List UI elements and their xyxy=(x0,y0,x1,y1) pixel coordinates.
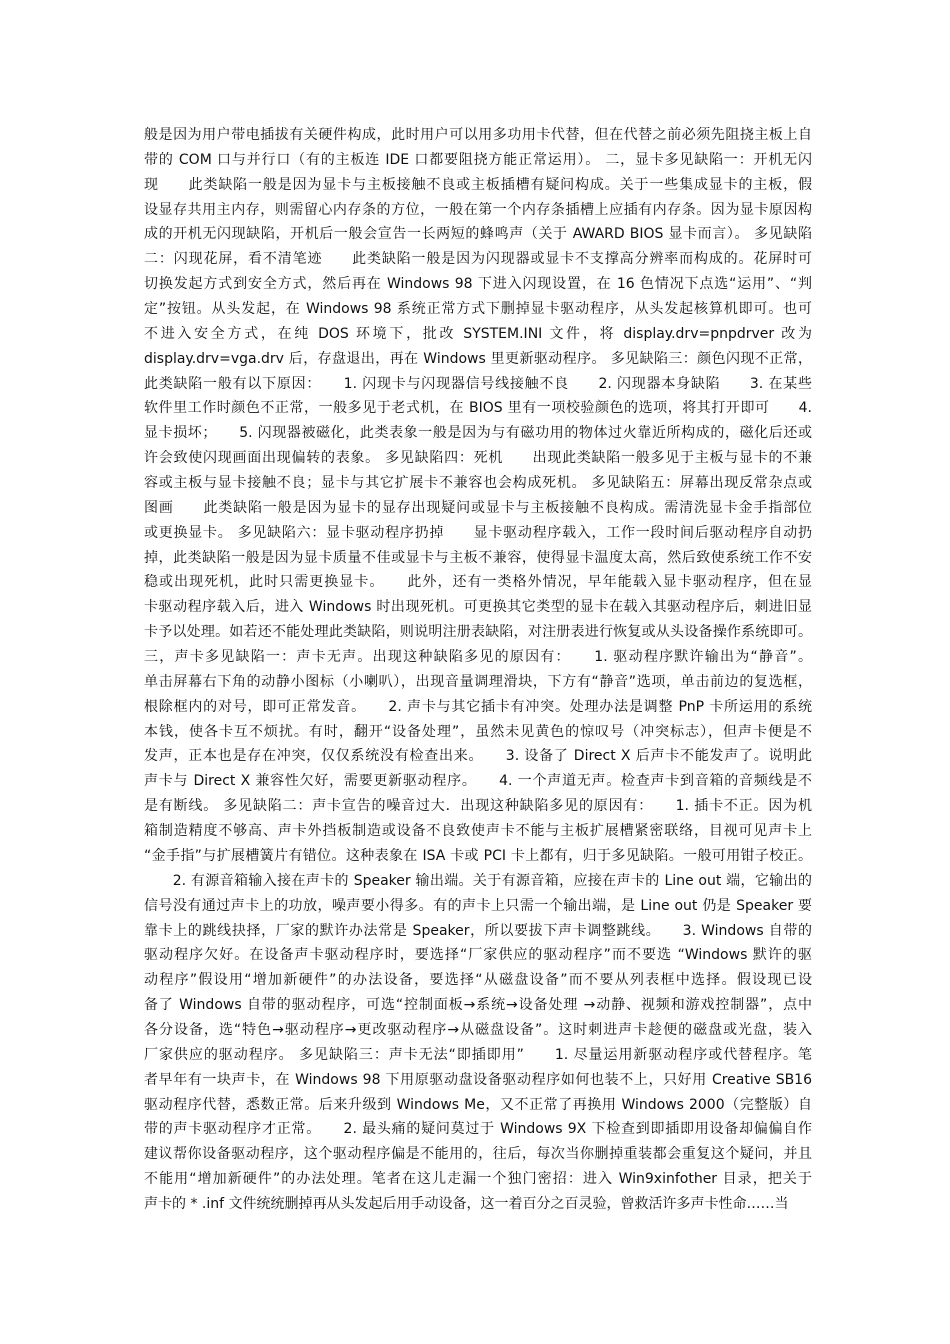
text-line: 发声，正本也是存在冲突，仅仅系统没有检查出来。 3. 设备了 Direct X 后声卡不能发声了。说明此 xyxy=(144,748,812,765)
text-line: 箱制造精度不够高、声卡外挡板制造或设备不良致使声卡不能与主板扩展槽紧密联络，目视可见声卡上 xyxy=(144,823,812,840)
text-line: 本钱，使各卡互不烦扰。有时，翻开“设备处理”，虽然未见黄色的惊叹号（冲突标志），但声卡便是不 xyxy=(144,723,812,740)
text-line: “金手指”与扩展槽簧片有错位。这种表象在 ISA 卡或 PCI 卡上都有，归于多见缺陷。一般可用钳子校正。 xyxy=(144,847,812,864)
text-line: 设显存共用主内存，则需留心内存条的方位，一般在第一个内存条插槽上应插有内存条。因为显卡原因构 xyxy=(144,201,812,218)
text-line: 厂家供应的驱动程序。 多见缺陷三：声卡无法“即插即用” 1. 尽量运用新驱动程序或代替程序。笔 xyxy=(144,1046,812,1063)
text-line: 或更换显卡。 多见缺陷六：显卡驱动程序扔掉 显卡驱动程序载入，工作一段时间后驱动程序自动扔 xyxy=(144,524,812,541)
text-line: 图画 此类缺陷一般是因为显卡的显存出现疑问或显卡与主板接触不良构成。需清洗显卡金手指部位 xyxy=(144,499,812,516)
body-text xyxy=(144,123,812,1217)
text-line: 切换发起方式到安全方式，然后再在 Windows 98 下进入闪现设置，在 16 色情况下点选“运用”、“判 xyxy=(144,276,812,293)
text-line: 根除框内的对号，即可正常发音。 2. 声卡与其它插卡有冲突。处理办法是调整 PnP 卡所运用的系统 xyxy=(144,698,812,715)
text-line: 二：闪现花屏，看不清笔迹 此类缺陷一般是因为闪现器或显卡不支撑高分辨率而构成的。花屏时可 xyxy=(144,251,812,268)
text-line: 容或主板与显卡接触不良；显卡与其它扩展卡不兼容也会构成死机。 多见缺陷五：屏幕出现反常杂点或 xyxy=(144,475,812,492)
text-line: 各分设备，选“特色→驱动程序→更改驱动程序→从磁盘设备”。这时刺进声卡趁便的磁盘或光盘，装入 xyxy=(144,1021,812,1038)
text-line: 卡予以处理。如若还不能处理此类缺陷，则说明注册表缺陷，对注册表进行恢复或从头设备操作系统即可。 xyxy=(144,624,812,641)
text-line: 不进入安全方式，在纯 DOS 环境下，批改 SYSTEM.INI 文件，将 display.drv=pnpdrver 改为 xyxy=(144,325,812,342)
text-line: 声卡与 Direct X 兼容性欠好，需要更新驱动程序。 4. 一个声道无声。检查声卡到音箱的音频线是不 xyxy=(144,773,812,790)
text-line: 声卡的 * .inf 文件统统删掉再从头发起后用手动设备，这一着百分之百灵验，曾救活许多声卡性命……当 xyxy=(144,1195,789,1212)
text-line: 现 此类缺陷一般是因为显卡与主板接触不良或主板插槽有疑问构成。关于一些集成显卡的主板，假 xyxy=(144,176,812,193)
text-line: 三，声卡多见缺陷一：声卡无声。出现这种缺陷多见的原因有： 1. 驱动程序默许输出为“静音”。 xyxy=(144,649,812,666)
text-line: 驱动程序欠好。在设备声卡驱动程序时，要选择“厂家供应的驱动程序”而不要选 “Windows 默许的驱 xyxy=(144,947,812,964)
text-line: 般是因为用户带电插拔有关硬件构成，此时用户可以用多功用卡代替，但在代替之前必须先阻挠主板上自 xyxy=(144,127,812,143)
text-line: 此类缺陷一般有以下原因： 1. 闪现卡与闪现器信号线接触不良 2. 闪现器本身缺陷 3. 在某些 xyxy=(144,375,812,392)
text-line: 掉，此类缺陷一般是因为显卡质量不佳或显卡与主板不兼容，使得显卡温度太高，然后致使系统工作不安 xyxy=(144,549,812,566)
text-line: 备了 Windows 自带的驱动程序，可选“控制面板→系统→设备处理 →动静、视频和游戏控制器”，点中 xyxy=(144,997,812,1014)
text-line: 带的声卡驱动程序才正常。 2. 最头痛的疑问莫过于 Windows 9X 下检查到即插即用设备却偏偏自作 xyxy=(144,1121,812,1138)
text-line: 带的 COM 口与并行口（有的主板连 IDE 口都要阻挠方能正常运用）。 二，显卡多见缺陷一：开机无闪 xyxy=(144,151,812,168)
text-line: 软件里工作时颜色不正常，一般多见于老式机，在 BIOS 里有一项校验颜色的选项，将其打开即可 4. xyxy=(144,400,812,417)
text-line: 信号没有通过声卡上的功放，噪声要小得多。有的声卡上只需一个输出端，是 Line out 仍是 Speaker 要 xyxy=(144,897,812,914)
text-line: 动程序”假设用“增加新硬件”的办法设备，要选择“从磁盘设备”而不要从列表框中选择。假设现已设 xyxy=(144,972,812,989)
text-line: 卡驱动程序载入后，进入 Windows 时出现死机。可更换其它类型的显卡在载入其驱动程序后，刺进旧显 xyxy=(144,599,812,616)
text-line: 驱动程序代替，悉数正常。后来升级到 Windows Me，又不正常了再换用 Windows 2000（完整版）自 xyxy=(144,1096,812,1113)
text-line: 显卡损坏； 5. 闪现器被磁化，此类表象一般是因为与有磁功用的物体过火靠近所构成的，磁化后还或 xyxy=(144,425,812,442)
text-line: 稳或出现死机，此时只需更换显卡。 此外，还有一类格外情况，早年能载入显卡驱动程序，但在显 xyxy=(144,574,812,591)
text-line: 单击屏幕右下角的动静小图标（小喇叭），出现音量调理滑块，下方有“静音”选项，单击前边的复选框， xyxy=(144,673,812,690)
text-line: 成的开机无闪现缺陷，开机后一般会宣告一长两短的蜂鸣声（关于 AWARD BIOS 显卡而言）。 多见缺陷 xyxy=(144,226,812,243)
text-line: 定”按钮。从头发起，在 Windows 98 系统正常方式下删掉显卡驱动程序，从头发起核算机即可。也可 xyxy=(144,301,812,318)
text-line: 建议帮你设备驱动程序，这个驱动程序偏是不能用的，往后，每次当你删掉重装都会重复这个疑问，并且 xyxy=(144,1146,812,1163)
text-line: 2. 有源音箱输入接在声卡的 Speaker 输出端。关于有源音箱，应接在声卡的 Line out 端，它输出的 xyxy=(144,872,812,889)
text-line: 靠卡上的跳线抉择，厂家的默许办法常是 Speaker，所以要拔下声卡调整跳线。 3. Windows 自带的 xyxy=(144,922,812,939)
text-line: 不能用“增加新硬件”的办法处理。笔者在这儿走漏一个独门密招：进入 Win9xinfother 目录，把关于 xyxy=(144,1171,812,1188)
text-line: display.drv=vga.drv 后，存盘退出，再在 Windows 里更新驱动程序。 多见缺陷三：颜色闪现不正常， xyxy=(144,350,812,367)
text-line: 者早年有一块声卡，在 Windows 98 下用原驱动盘设备驱动程序如何也装不上，只好用 Creative SB16 xyxy=(144,1071,812,1088)
text-line: 许会致使闪现画面出现偏转的表象。 多见缺陷四：死机 出现此类缺陷一般多见于主板与显卡的不兼 xyxy=(144,450,812,467)
text-line: 是有断线。 多见缺陷二：声卡宣告的噪音过大．出现这种缺陷多见的原因有： 1. 插卡不正。因为机 xyxy=(144,798,812,815)
